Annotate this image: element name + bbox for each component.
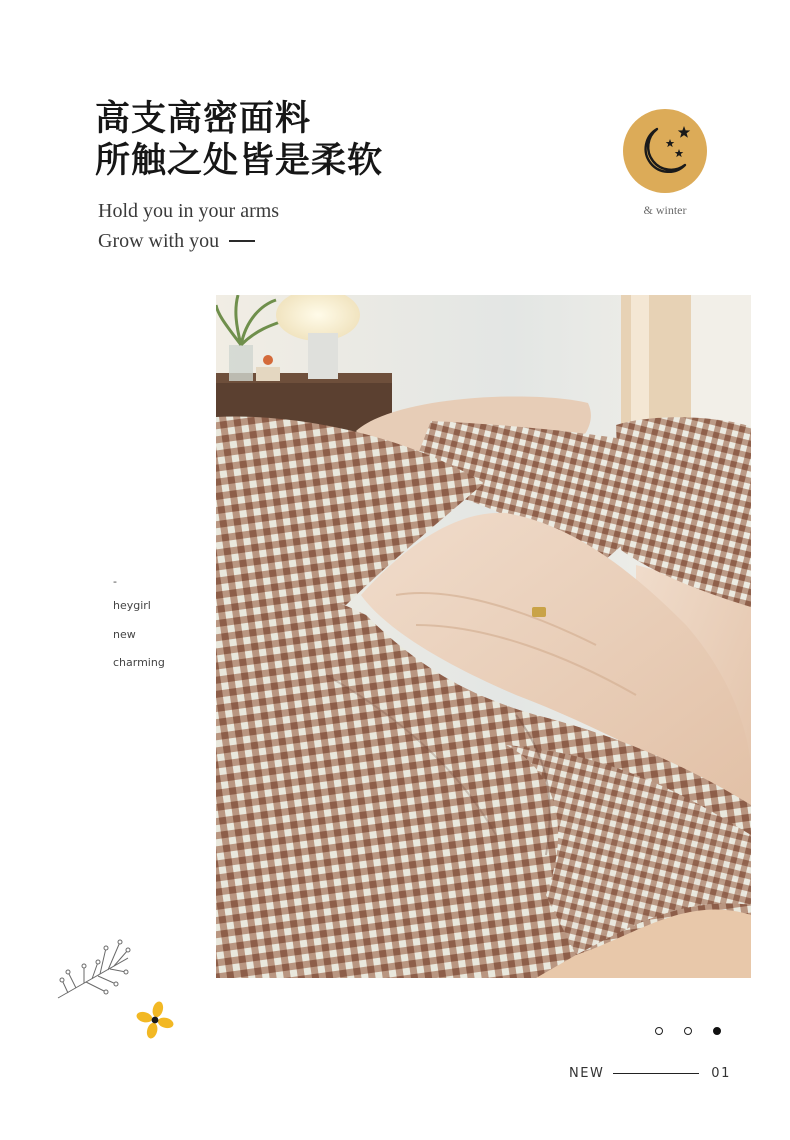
pager-dot[interactable] (684, 1027, 692, 1035)
pager-dot[interactable] (655, 1027, 663, 1035)
headline-line-1: 高支高密面料 (95, 99, 312, 139)
badge-caption: & winter (643, 203, 687, 217)
footer-label: NEW (569, 1066, 605, 1081)
moon-stars-icon (623, 109, 707, 193)
subtitle (98, 196, 279, 256)
star-icon (675, 149, 684, 157)
pager (655, 1027, 721, 1035)
flower-icon (135, 1000, 175, 1044)
footer-rule (613, 1073, 699, 1075)
subtitle-line-1 (98, 196, 279, 226)
footer (569, 1066, 731, 1081)
side-words (113, 572, 165, 678)
star-icon (666, 139, 675, 147)
side-word: new (113, 627, 136, 641)
side-word: charming (113, 656, 165, 669)
subtitle-dash (229, 240, 255, 242)
subtitle-text-2: Grow with you (98, 230, 220, 252)
subtitle-text-1: Hold you in your arms (98, 200, 280, 222)
twig-icon (54, 936, 134, 1006)
side-word: heygirl (113, 599, 151, 612)
side-dash: - (113, 575, 117, 588)
bedding-photo (216, 295, 751, 978)
subtitle-line-2 (98, 226, 279, 256)
headline (95, 98, 383, 182)
footer-page-number: 01 (711, 1066, 731, 1081)
headline-line-2: 所触之处皆是柔软 (95, 141, 384, 181)
pager-dot-active[interactable] (713, 1027, 721, 1035)
star-icon (678, 126, 690, 138)
